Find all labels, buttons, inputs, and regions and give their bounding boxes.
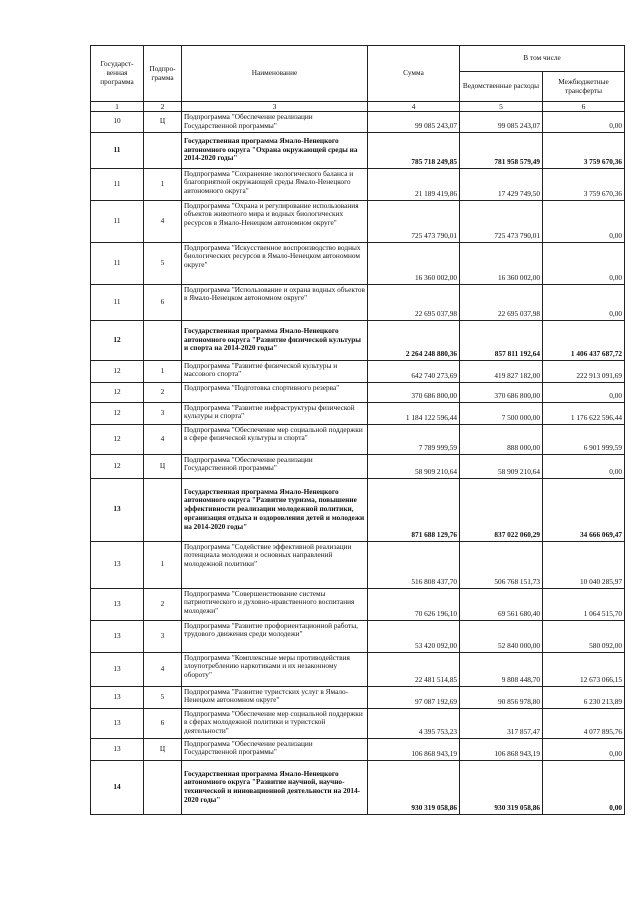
item-name: Подпрограмма "Комплексные меры противодействия злоупотреблению наркотиками и их незаконному обороту": [182, 652, 368, 686]
transfers-value: 0,00: [543, 242, 625, 284]
transfers-value: 6 901 999,59: [543, 424, 625, 454]
transfers-value: 3 759 670,36: [543, 132, 625, 168]
subprogram-code: 6: [144, 284, 182, 320]
program-code: 14: [91, 760, 144, 814]
subprogram-code: 4: [144, 424, 182, 454]
subprogram-row: [91, 382, 625, 402]
departmental-value: 22 695 037,98: [460, 284, 543, 320]
sum-value: 930 319 058,86: [368, 760, 460, 814]
subprogram-code: Ц: [144, 112, 182, 133]
sum-value: 4 395 753,23: [368, 708, 460, 738]
subprogram-row: [91, 168, 625, 200]
sum-value: 2 264 248 880,36: [368, 320, 460, 360]
subprogram-code: 3: [144, 620, 182, 652]
header-transfers: Межбюджетные трансферты: [543, 72, 625, 102]
subprogram-code: 3: [144, 402, 182, 424]
subprogram-row: [91, 738, 625, 760]
departmental-value: 16 360 002,00: [460, 242, 543, 284]
item-name: Государственная программа Ямало-Ненецкого автономного округа "Развитие туризма, повышение эффективности реализации молодежной политики, организация отдыха и оздоровления детей и молодежи на 2014-2020 годы": [182, 478, 368, 541]
sum-value: 785 718 249,85: [368, 132, 460, 168]
transfers-value: 34 666 069,47: [543, 478, 625, 541]
departmental-value: 58 909 210,64: [460, 454, 543, 478]
transfers-value: 0,00: [543, 382, 625, 402]
header-including: В том числе: [460, 46, 625, 72]
departmental-value: 837 022 060,29: [460, 478, 543, 541]
transfers-value: 0,00: [543, 454, 625, 478]
budget-table: [90, 45, 625, 815]
program-code: 13: [91, 652, 144, 686]
sum-value: 7 789 999,59: [368, 424, 460, 454]
transfers-value: 0,00: [543, 760, 625, 814]
program-code: 13: [91, 708, 144, 738]
subprogram-code: 6: [144, 708, 182, 738]
sum-value: 53 420 092,00: [368, 620, 460, 652]
item-name: Подпрограмма "Развитие физической культуры и массового спорта": [182, 360, 368, 382]
subprogram-code: 4: [144, 652, 182, 686]
transfers-value: 4 077 895,76: [543, 708, 625, 738]
subprogram-row: [91, 541, 625, 588]
subprogram-row: [91, 112, 625, 133]
program-code: 10: [91, 112, 144, 133]
program-code: 12: [91, 360, 144, 382]
departmental-value: 17 429 749,50: [460, 168, 543, 200]
table-body: [91, 112, 625, 815]
column-index: 4: [368, 102, 460, 112]
program-code: 13: [91, 588, 144, 620]
program-code: 12: [91, 382, 144, 402]
program-code: 12: [91, 320, 144, 360]
subprogram-code: [144, 320, 182, 360]
column-index: 5: [460, 102, 543, 112]
sum-value: 21 189 419,86: [368, 168, 460, 200]
program-code: 13: [91, 620, 144, 652]
item-name: Государственная программа Ямало-Ненецкого автономного округа "Развитие научной, научно-технической и инновационной деятельности на 2014-2020 годы": [182, 760, 368, 814]
item-name: Подпрограмма "Искусственное воспроизводство водных биологических ресурсов в Ямало-Ненецком автономном округе": [182, 242, 368, 284]
transfers-value: 1 064 515,70: [543, 588, 625, 620]
sum-value: 70 626 196,10: [368, 588, 460, 620]
item-name: Подпрограмма "Развитие туристских услуг в Ямало-Ненецком автономном округе": [182, 686, 368, 708]
subprogram-row: [91, 200, 625, 242]
sum-value: 22 481 514,85: [368, 652, 460, 686]
subprogram-row: [91, 454, 625, 478]
departmental-value: 725 473 790,01: [460, 200, 543, 242]
departmental-value: 888 000,00: [460, 424, 543, 454]
program-code: 12: [91, 454, 144, 478]
transfers-value: 0,00: [543, 112, 625, 133]
transfers-value: 12 673 066,15: [543, 652, 625, 686]
header-departmental: Ведомственные расходы: [460, 72, 543, 102]
item-name: Государственная программа Ямало-Ненецкого автономного округа "Охрана окружающей среды на 2014-2020 годы": [182, 132, 368, 168]
subprogram-row: [91, 652, 625, 686]
program-code: 11: [91, 284, 144, 320]
sum-value: 22 695 037,98: [368, 284, 460, 320]
subprogram-code: 5: [144, 242, 182, 284]
transfers-value: 6 230 213,89: [543, 686, 625, 708]
departmental-value: 52 840 000,00: [460, 620, 543, 652]
sum-value: 106 868 943,19: [368, 738, 460, 760]
subprogram-row: [91, 686, 625, 708]
item-name: Подпрограмма "Охрана и регулирование использования объектов животного мира и водных биологических ресурсов в Ямало-Ненецком автономном округе": [182, 200, 368, 242]
item-name: Государственная программа Ямало-Ненецкого автономного округа "Развитие физической культуры и спорта на 2014-2020 годы": [182, 320, 368, 360]
program-code: 11: [91, 200, 144, 242]
subprogram-code: [144, 760, 182, 814]
subprogram-code: 1: [144, 168, 182, 200]
sum-value: 16 360 002,00: [368, 242, 460, 284]
program-code: 11: [91, 132, 144, 168]
sum-value: 97 087 192,69: [368, 686, 460, 708]
subprogram-code: [144, 478, 182, 541]
transfers-value: 1 406 437 687,72: [543, 320, 625, 360]
item-name: Подпрограмма "Сохранение экологического баланса и благоприятной окружающей среды Ямало-Ненецкого автономного округа": [182, 168, 368, 200]
sum-value: 725 473 790,01: [368, 200, 460, 242]
transfers-value: 1 176 622 596,44: [543, 402, 625, 424]
subprogram-code: 2: [144, 382, 182, 402]
sum-value: 58 909 210,64: [368, 454, 460, 478]
subprogram-code: [144, 132, 182, 168]
header-program: Государст-венная программа: [91, 46, 144, 102]
subprogram-row: [91, 424, 625, 454]
departmental-value: 106 868 943,19: [460, 738, 543, 760]
item-name: Подпрограмма "Содействие эффективной реализации потенциала молодежи и основных направлений молодежной политики": [182, 541, 368, 588]
program-row: [91, 132, 625, 168]
subprogram-code: 2: [144, 588, 182, 620]
sum-value: 99 085 243,07: [368, 112, 460, 133]
departmental-value: 781 958 579,49: [460, 132, 543, 168]
departmental-value: 69 561 680,40: [460, 588, 543, 620]
subprogram-row: [91, 360, 625, 382]
program-row: [91, 760, 625, 814]
subprogram-code: 4: [144, 200, 182, 242]
sum-value: 516 808 437,70: [368, 541, 460, 588]
transfers-value: 3 759 670,36: [543, 168, 625, 200]
transfers-value: 0,00: [543, 284, 625, 320]
departmental-value: 857 811 192,64: [460, 320, 543, 360]
departmental-value: 9 808 448,70: [460, 652, 543, 686]
transfers-value: 0,00: [543, 738, 625, 760]
program-row: [91, 478, 625, 541]
header-name: Наименование: [182, 46, 368, 102]
subprogram-code: Ц: [144, 454, 182, 478]
transfers-value: 222 913 091,69: [543, 360, 625, 382]
subprogram-code: 1: [144, 360, 182, 382]
sum-value: 370 686 800,00: [368, 382, 460, 402]
subprogram-code: 5: [144, 686, 182, 708]
program-row: [91, 320, 625, 360]
column-index: 3: [182, 102, 368, 112]
departmental-value: 370 686 800,00: [460, 382, 543, 402]
subprogram-code: 1: [144, 541, 182, 588]
transfers-value: 580 092,00: [543, 620, 625, 652]
sum-value: 1 184 122 596,44: [368, 402, 460, 424]
program-code: 12: [91, 402, 144, 424]
departmental-value: 419 827 182,00: [460, 360, 543, 382]
column-index: 2: [144, 102, 182, 112]
item-name: Подпрограмма "Совершенствование системы патриотического и духовно-нравственного воспитания молодежи": [182, 588, 368, 620]
column-index: 1: [91, 102, 144, 112]
subprogram-code: Ц: [144, 738, 182, 760]
subprogram-row: [91, 708, 625, 738]
departmental-value: 7 500 000,00: [460, 402, 543, 424]
program-code: 12: [91, 424, 144, 454]
subprogram-row: [91, 620, 625, 652]
subprogram-row: [91, 588, 625, 620]
column-index: 6: [543, 102, 625, 112]
header-sum: Сумма: [368, 46, 460, 102]
header-subprogram: Подпро-грамма: [144, 46, 182, 102]
sum-value: 871 688 129,76: [368, 478, 460, 541]
item-name: Подпрограмма "Обеспечение мер социальной поддержки в сферах молодежной политики и туристской деятельности": [182, 708, 368, 738]
program-code: 13: [91, 478, 144, 541]
program-code: 13: [91, 541, 144, 588]
subprogram-row: [91, 284, 625, 320]
departmental-value: 930 319 058,86: [460, 760, 543, 814]
program-code: 11: [91, 168, 144, 200]
column-index-row: [91, 102, 625, 112]
departmental-value: 90 856 978,80: [460, 686, 543, 708]
departmental-value: 99 085 243,07: [460, 112, 543, 133]
item-name: Подпрограмма "Обеспечение реализации Государственной программы": [182, 112, 368, 133]
transfers-value: 10 040 285,97: [543, 541, 625, 588]
program-code: 13: [91, 738, 144, 760]
item-name: Подпрограмма "Подготовка спортивного резерва": [182, 382, 368, 402]
item-name: Подпрограмма "Обеспечение реализации Государственной программы": [182, 454, 368, 478]
departmental-value: 317 857,47: [460, 708, 543, 738]
subprogram-row: [91, 402, 625, 424]
item-name: Подпрограмма "Обеспечение реализации Государственной программы": [182, 738, 368, 760]
item-name: Подпрограмма "Использование и охрана водных объектов в Ямало-Ненецком автономном округе": [182, 284, 368, 320]
item-name: Подпрограмма "Обеспечение мер социальной поддержки в сфере физической культуры и спорта": [182, 424, 368, 454]
item-name: Подпрограмма "Развитие инфраструктуры физической культуры и спорта": [182, 402, 368, 424]
program-code: 13: [91, 686, 144, 708]
program-code: 11: [91, 242, 144, 284]
departmental-value: 506 768 151,73: [460, 541, 543, 588]
sum-value: 642 740 273,69: [368, 360, 460, 382]
transfers-value: 0,00: [543, 200, 625, 242]
subprogram-row: [91, 242, 625, 284]
item-name: Подпрограмма "Развитие профориентационной работы, трудового движения среди молодежи": [182, 620, 368, 652]
